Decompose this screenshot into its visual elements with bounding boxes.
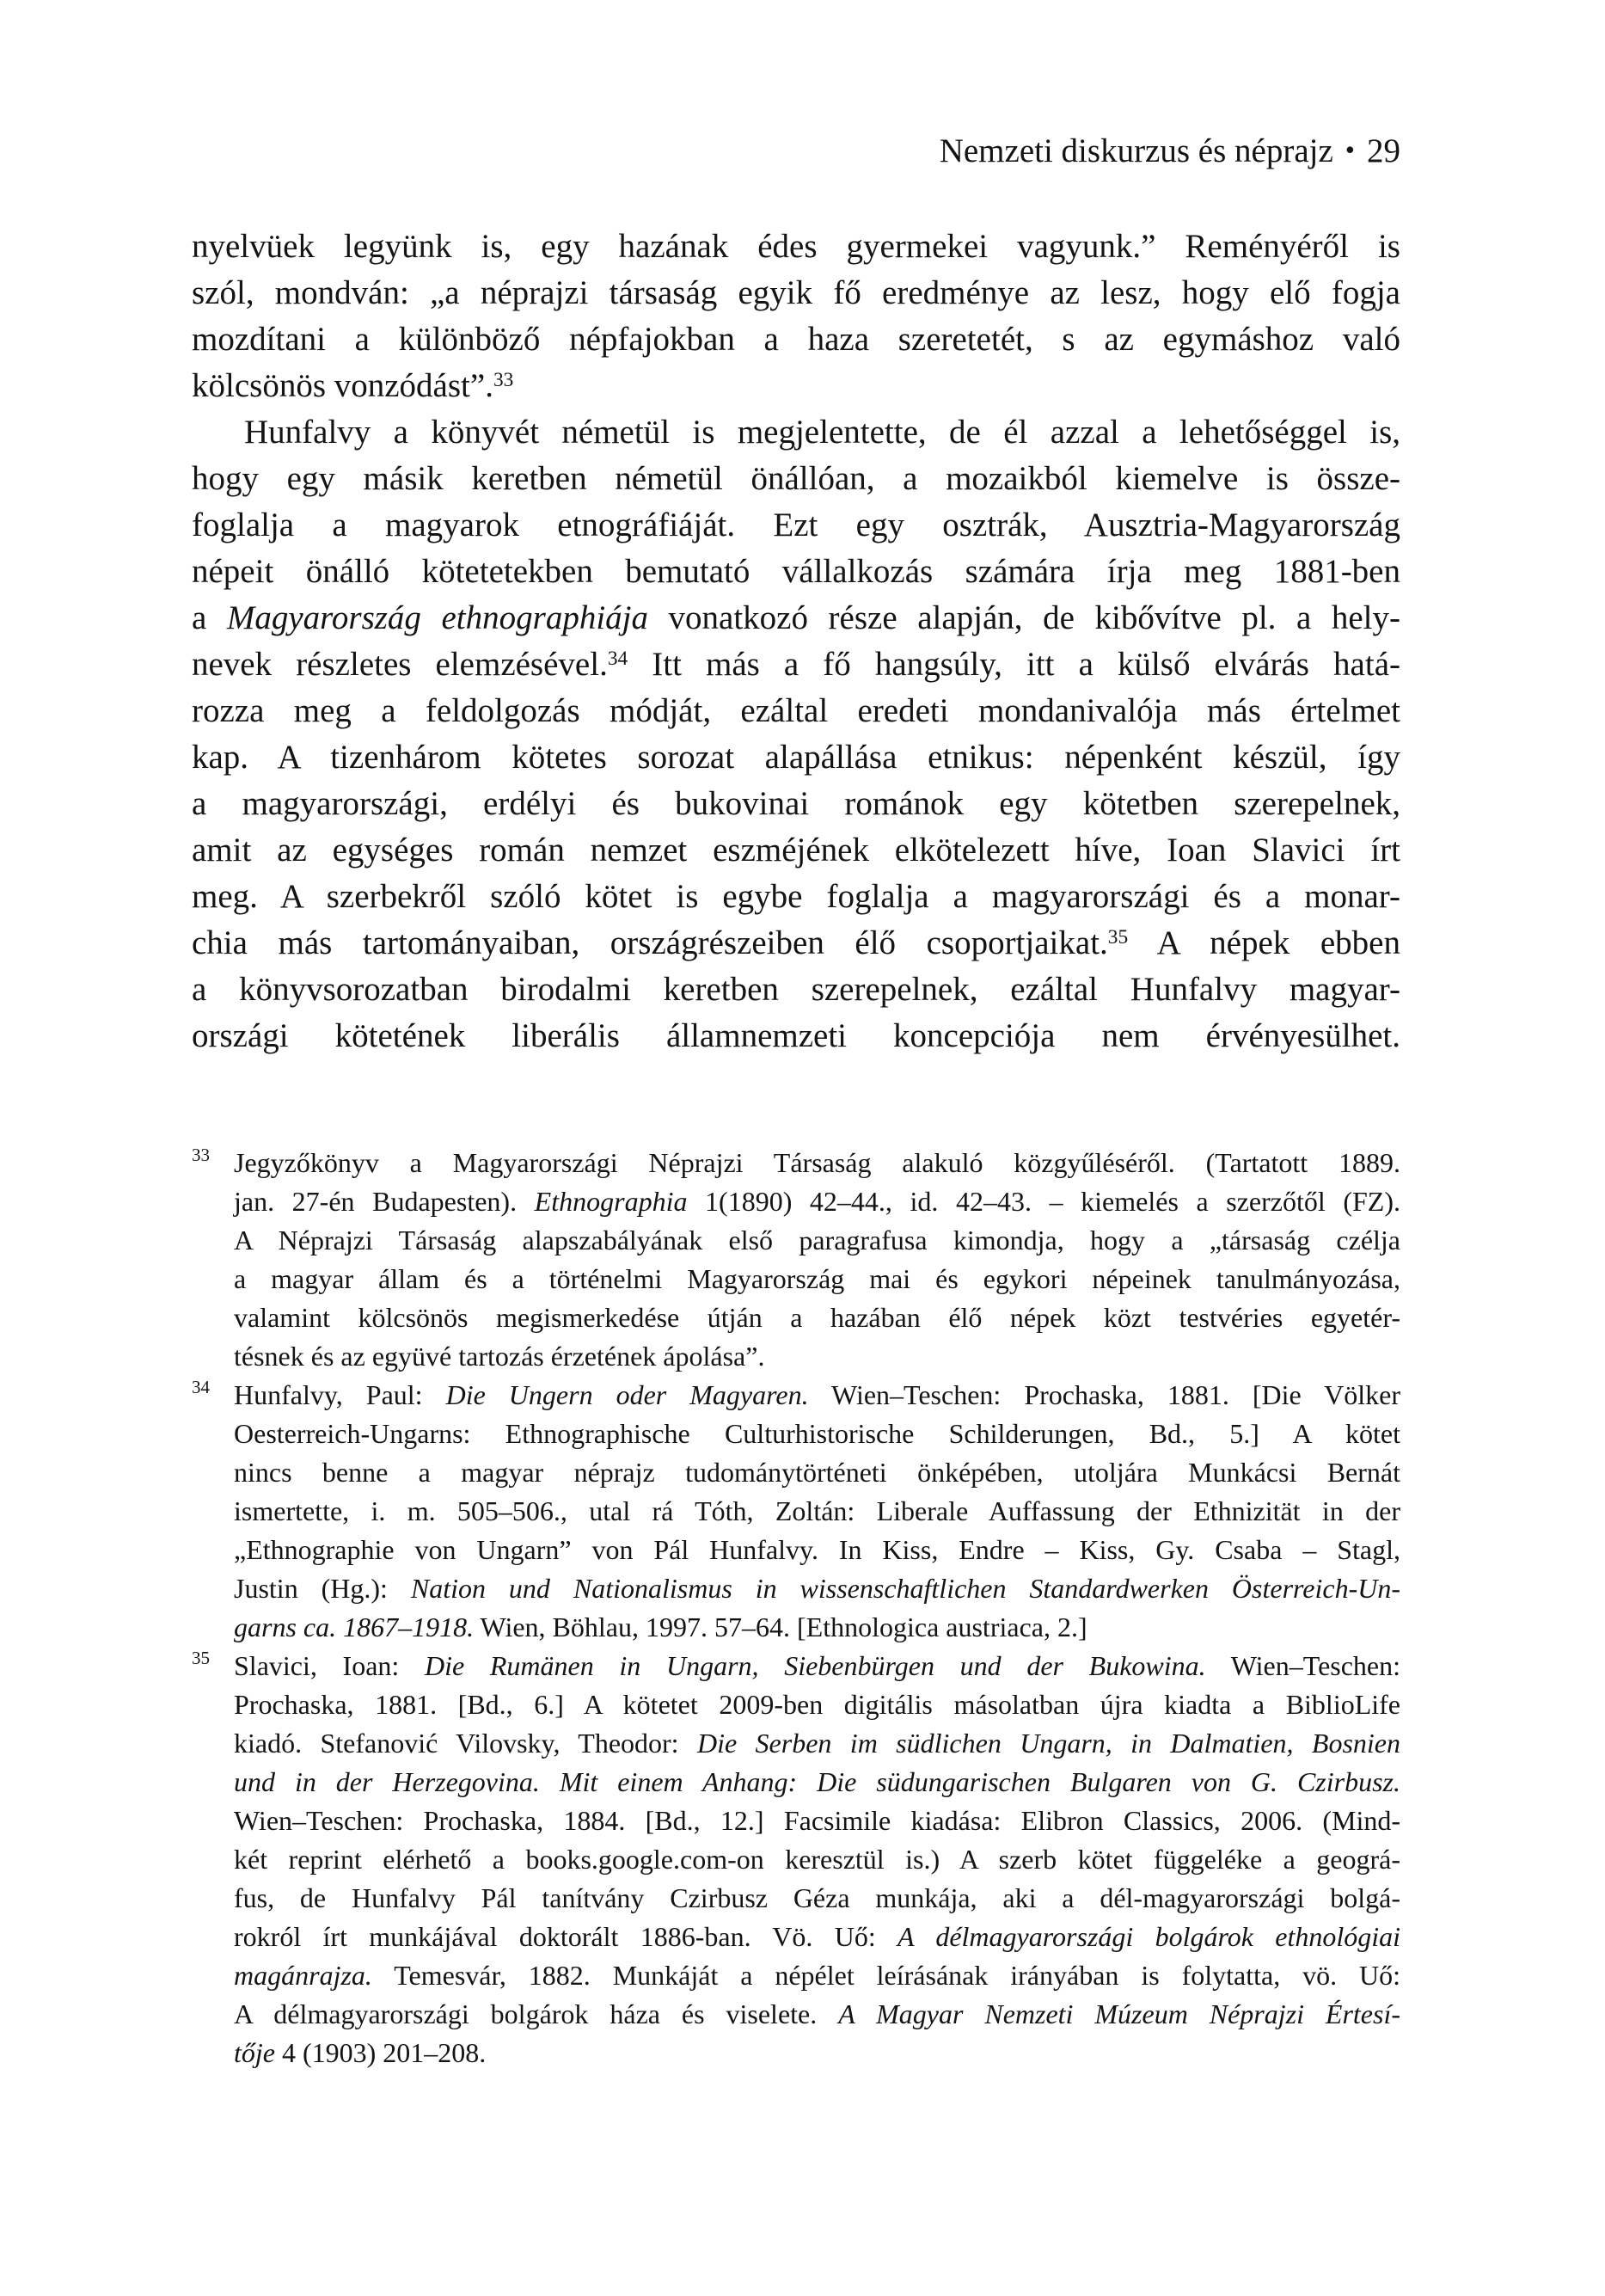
text-segment: rozza meg a feldolgozás módját, ezáltal eredeti mondanivalója más értelmet: [192, 692, 1400, 729]
text-line: [192, 409, 1400, 456]
italic-segment: A Magyar Nemzeti Múzeum Néprajzi Értesí-: [838, 1998, 1401, 2029]
text-segment: kap. A tizenhárom kötetes sorozat alapállása etnikus: népenként készül, így: [192, 739, 1400, 776]
text-line: [234, 2034, 1400, 2072]
text-segment: foglalja a magyarok etnográfiáját. Ezt egy osztrák, Ausztria-Magyarország: [192, 506, 1400, 543]
text-line: [192, 502, 1400, 549]
text-segment: Temesvár, 1882. Munkáját a népélet leírásának irányában is folytatta, vö. Uő:: [371, 1960, 1400, 1991]
text-segment: vonatkozó része alapján, de kibővítve pl. a hely-: [647, 599, 1400, 636]
text-line: [234, 1840, 1400, 1879]
italic-segment: tője: [234, 2037, 275, 2068]
text-line: [234, 1956, 1400, 1995]
italic-segment: Die Serben im südlichen Ungarn, in Dalmatien, Bosnien: [696, 1728, 1401, 1759]
text-segment: nevek részletes elemzésével.: [192, 646, 608, 683]
text-segment: A népek ebben: [1128, 924, 1400, 961]
italic-segment: Ethnographia: [534, 1186, 688, 1217]
text-segment: Hunfalvy, Paul:: [234, 1379, 446, 1410]
text-line: [192, 363, 1400, 409]
italic-segment: A délmagyarországi bolgárok ethnológiai: [897, 1921, 1401, 1952]
footnote: [192, 1647, 1400, 2072]
text-segment: Wien–Teschen:: [1205, 1650, 1401, 1681]
text-line: [234, 1221, 1400, 1260]
text-line: [234, 1415, 1400, 1453]
text-line: [192, 642, 1400, 688]
footnote-number: 33: [192, 1145, 210, 1165]
text-line: [192, 595, 1400, 642]
text-segment: A délmagyarországi bolgárok háza és viselete.: [234, 1998, 839, 2029]
text-segment: valamint kölcsönös megismerkedése útján a hazában élő népek közt testvéries egyetér-: [234, 1302, 1400, 1333]
text-line: [234, 1531, 1400, 1569]
text-segment: a magyarországi, erdélyi és bukovinai románok egy kötetben szerepelnek,: [192, 785, 1400, 822]
text-line: [234, 1492, 1400, 1531]
text-line: [192, 1013, 1400, 1059]
text-line: [192, 224, 1400, 270]
italic-segment: Die Ungern oder Magyaren.: [445, 1379, 809, 1410]
text-line: [234, 1376, 1400, 1415]
footnote: [192, 1376, 1400, 1647]
text-line: [234, 1995, 1400, 2034]
footnotes-section: [192, 1144, 1400, 2072]
italic-segment: magánrajza.: [234, 1960, 372, 1991]
text-segment: Wien–Teschen: Prochaska, 1884. [Bd., 12.] Facsimile kiadása: Elibron Classics, 2006. (Mind-: [234, 1805, 1400, 1836]
text-line: [192, 920, 1400, 967]
running-header: [192, 132, 1400, 169]
text-line: [234, 1647, 1400, 1685]
text-line: [234, 1569, 1400, 1608]
text-segment: Oesterreich-Ungarns: Ethnographische Culturhistorische Schilderungen, Bd., 5.] A kötet: [234, 1418, 1400, 1449]
text-segment: nyelvüek legyünk is, egy hazának édes gyermekei vagyunk.” Reményéről is: [192, 228, 1400, 265]
text-segment: országi kötetének liberális államnemzeti koncepciója nem érvényesülhet.: [192, 1017, 1400, 1054]
italic-segment: garns ca. 1867–1918.: [234, 1611, 475, 1642]
footnote-reference: 33: [493, 368, 514, 391]
text-segment: fus, de Hunfalvy Pál tanítvány Czirbusz Géza munkája, aki a dél-magyarországi bolgá-: [234, 1882, 1400, 1913]
text-segment: két reprint elérhető a books.google.com-on keresztül is.) A szerb kötet függeléke a geográ-: [234, 1844, 1400, 1875]
text-segment: Justin (Hg.):: [234, 1573, 411, 1604]
text-segment: 1(1890) 42–44., id. 42–43. – kiemelés a szerzőtől (FZ).: [687, 1186, 1401, 1217]
paragraph: [192, 224, 1400, 409]
text-segment: a könyvsorozatban birodalmi keretben szerepelnek, ezáltal Hunfalvy magyar-: [192, 971, 1400, 1008]
text-segment: Prochaska, 1881. [Bd., 6.] A kötetet 2009-ben digitális másolatban újra kiadta a BiblioLife: [234, 1689, 1400, 1720]
text-line: [234, 1918, 1400, 1956]
header-title: Nemzeti diskurzus és néprajz: [939, 132, 1333, 169]
text-line: [234, 1453, 1400, 1492]
text-segment: rokról írt munkájával doktorált 1886-ban. Vö. Uő:: [234, 1921, 898, 1952]
text-line: [192, 734, 1400, 781]
footnote-reference: 35: [1107, 925, 1129, 948]
italic-segment: Die Rumänen in Ungarn, Siebenbürgen und der Bukowina.: [424, 1650, 1206, 1681]
text-line: [192, 967, 1400, 1013]
text-line: [192, 874, 1400, 920]
text-line: [192, 549, 1400, 595]
text-segment: nincs benne a magyar néprajz tudománytörténeti önképében, utoljára Munkácsi Bernát: [234, 1457, 1400, 1488]
text-line: [234, 1182, 1400, 1221]
text-segment: mozdítani a különböző népfajokban a haza szeretetét, s az egymáshoz való: [192, 321, 1400, 358]
header-page-number: 29: [1367, 132, 1400, 169]
text-segment: kölcsönös vonzódást”.: [192, 367, 493, 404]
italic-segment: und in der Herzegovina. Mit einem Anhang: Die südungarischen Bulgaren von G. Czirbusz.: [234, 1766, 1400, 1797]
text-line: [234, 1337, 1400, 1376]
paragraph: [192, 409, 1400, 1059]
text-line: [234, 1260, 1400, 1298]
text-line: [192, 270, 1400, 316]
text-segment: meg. A szerbekről szóló kötet is egybe foglalja a magyarországi és a monar-: [192, 878, 1400, 915]
italic-segment: Magyarország ethnographiája: [226, 599, 648, 636]
footnote-number: 35: [192, 1648, 210, 1668]
italic-segment: Nation und Nationalismus in wissenschaftlichen Standardwerken Österreich-Un-: [410, 1573, 1400, 1604]
header-bullet-separator: •: [1345, 134, 1355, 165]
body-text: [192, 224, 1400, 1059]
text-line: [234, 1298, 1400, 1337]
text-line: [192, 316, 1400, 363]
text-line: [192, 827, 1400, 874]
text-line: [192, 688, 1400, 734]
text-segment: népeit önálló kötetetekben bemutató vállalkozás számára írja meg 1881-ben: [192, 553, 1400, 590]
text-line: [234, 1802, 1400, 1840]
text-segment: Wien–Teschen: Prochaska, 1881. [Die Völker: [808, 1379, 1401, 1410]
text-line: [234, 1879, 1400, 1918]
text-segment: szól, mondván: „a néprajzi társaság egyik fő eredménye az lesz, hogy elő fogja: [192, 274, 1400, 311]
text-line: [192, 456, 1400, 502]
text-segment: 4 (1903) 201–208.: [274, 2037, 487, 2068]
text-segment: Slavici, Ioan:: [234, 1650, 425, 1681]
text-segment: Wien, Böhlau, 1997. 57–64. [Ethnologica austriaca, 2.]: [474, 1611, 1087, 1642]
text-segment: a: [192, 599, 227, 636]
text-segment: Itt más a fő hangsúly, itt a külső elvárás hatá-: [628, 646, 1400, 683]
text-segment: hogy egy másik keretben németül önállóan, a mozaikból kiemelve is össze-: [192, 460, 1400, 497]
text-segment: Hunfalvy a könyvét németül is megjelentette, de él azzal a lehetőséggel is,: [244, 414, 1400, 451]
text-segment: jan. 27-én Budapesten).: [234, 1186, 535, 1217]
text-line: [234, 1144, 1400, 1182]
text-line: [234, 1724, 1400, 1763]
text-line: [234, 1685, 1400, 1724]
text-segment: kiadó. Stefanović Vilovsky, Theodor:: [234, 1728, 697, 1759]
text-line: [234, 1763, 1400, 1802]
text-segment: a magyar állam és a történelmi Magyarország mai és egykori népeinek tanulmányozása,: [234, 1263, 1400, 1294]
text-segment: A Néprajzi Társaság alapszabályának első paragrafusa kimondja, hogy a „társaság czélja: [234, 1225, 1400, 1255]
text-line: [192, 781, 1400, 827]
footnote-number: 34: [192, 1377, 210, 1397]
text-segment: amit az egységes román nemzet eszméjének elkötelezett híve, Ioan Slavici írt: [192, 832, 1400, 869]
text-segment: Jegyzőkönyv a Magyarországi Néprajzi Társaság alakuló közgyűléséről. (Tartatott 1889.: [234, 1147, 1400, 1178]
text-line: [234, 1608, 1400, 1647]
text-segment: chia más tartományaiban, országrészeiben élő csoportjaikat.: [192, 924, 1108, 961]
text-segment: tésnek és az együvé tartozás érzetének ápolása”.: [234, 1341, 765, 1372]
footnote-reference: 34: [607, 647, 628, 670]
text-segment: ismertette, i. m. 505–506., utal rá Tóth, Zoltán: Liberale Auffassung der Ethnizität in der: [234, 1495, 1400, 1526]
footnote: [192, 1144, 1400, 1376]
text-segment: „Ethnographie von Ungarn” von Pál Hunfalvy. In Kiss, Endre – Kiss, Gy. Csaba – Stagl,: [234, 1534, 1400, 1565]
